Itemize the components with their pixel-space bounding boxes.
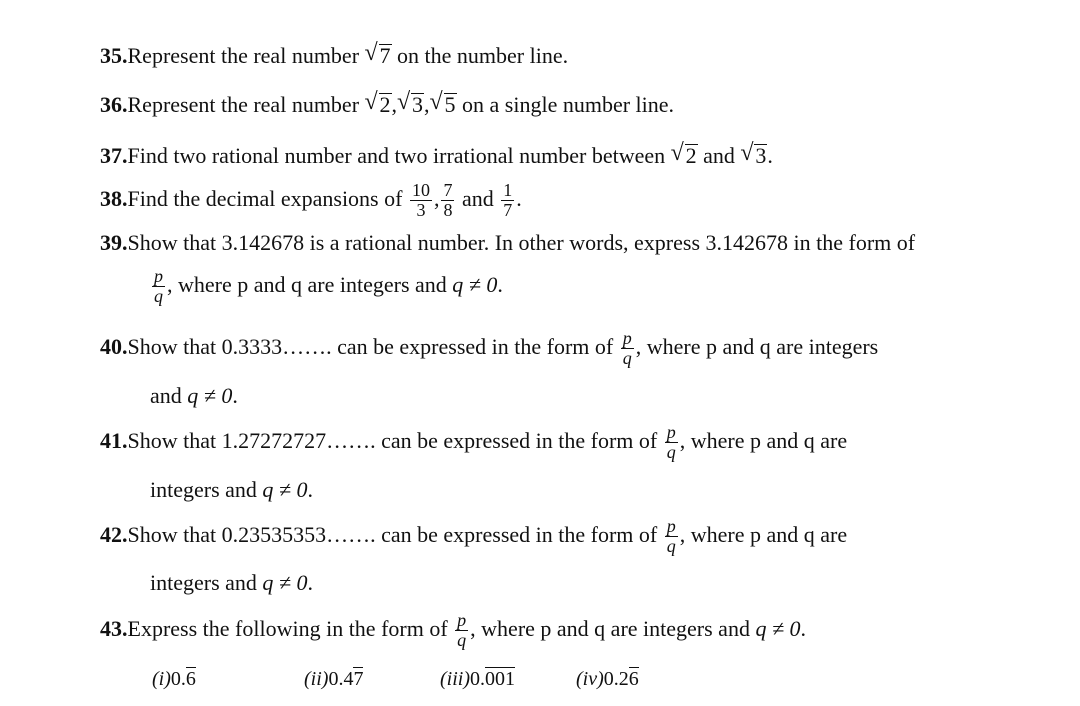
question-text-end: . <box>307 570 313 595</box>
denominator: q <box>154 286 163 307</box>
square-root: √ 2 <box>670 140 697 168</box>
question-number: 37. <box>100 143 128 168</box>
question-text-end: . <box>232 383 238 408</box>
denominator: q <box>457 630 467 651</box>
fraction-p-q <box>665 423 678 462</box>
option-ii <box>304 668 363 691</box>
condition: q ≠ 0 <box>187 383 233 408</box>
condition: q ≠ 0 <box>755 616 801 641</box>
option-base: 0.4 <box>328 668 354 690</box>
question-number: 43. <box>100 616 128 641</box>
question-text-cont: and <box>150 383 188 408</box>
radicand: 5 <box>444 92 456 117</box>
question-number: 40. <box>100 334 128 359</box>
question-text-mid: and <box>456 186 500 211</box>
question-text: Show that 0.3333……. can be expressed in the form of <box>127 334 619 359</box>
question-text: Find the decimal expansions of <box>127 186 408 211</box>
question-43 <box>100 606 806 652</box>
square-root: √ 5 <box>429 89 456 117</box>
question-text: Show that 1.27272727……. can be expressed in the form of <box>127 428 663 453</box>
question-41 <box>100 418 847 464</box>
fraction-1-7 <box>501 181 514 220</box>
option-recurring: 7 <box>353 668 364 690</box>
denominator: q <box>666 536 676 557</box>
numerator: p <box>154 266 163 287</box>
comma: , <box>391 92 398 117</box>
question-39 <box>100 230 915 256</box>
question-text-end: . <box>497 272 503 297</box>
condition: q ≠ 0 <box>452 272 498 297</box>
square-root: √ 7 <box>364 40 391 68</box>
question-37 <box>100 140 773 169</box>
square-root: √ 3 <box>397 89 424 117</box>
denominator: 8 <box>443 200 453 221</box>
question-number: 39. <box>100 230 128 255</box>
denominator: q <box>622 348 632 369</box>
option-base: 0. <box>170 668 186 690</box>
question-number: 41. <box>100 428 128 453</box>
question-text: Find two rational number and two irrational number between <box>127 143 671 168</box>
option-recurring: 6 <box>628 668 639 690</box>
question-text-cont: , where p and q are integers and <box>167 272 453 297</box>
option-recurring: 6 <box>185 668 196 690</box>
question-text-cont: integers and <box>150 477 263 502</box>
question-number: 35. <box>100 43 128 68</box>
question-text-cont: integers and <box>150 570 263 595</box>
question-text-end: . <box>767 143 773 168</box>
option-iii <box>440 668 515 691</box>
question-41-line2 <box>150 477 313 503</box>
option-i <box>152 668 196 691</box>
question-42 <box>100 512 847 558</box>
option-base: 0.2 <box>603 668 629 690</box>
fraction-10-3 <box>410 181 432 220</box>
denominator: q <box>666 442 676 463</box>
radicand: 7 <box>379 43 391 68</box>
radicand: 3 <box>755 143 767 168</box>
condition: q ≠ 0 <box>262 570 308 595</box>
question-text-end: . <box>307 477 313 502</box>
radicand: 2 <box>379 92 391 117</box>
question-42-line2 <box>150 570 313 596</box>
question-text: Express the following in the form of <box>127 616 454 641</box>
question-text-end: , where p and q are <box>679 428 848 453</box>
question-text: Show that 3.142678 is a rational number. In other words, express 3.142678 in the form of <box>127 230 916 255</box>
fraction-p-q <box>152 267 165 306</box>
numerator: 7 <box>443 180 453 201</box>
question-text-end: . <box>516 186 522 211</box>
comma: , <box>424 92 430 117</box>
option-iv <box>576 668 639 691</box>
fraction-p-q <box>455 611 468 650</box>
question-38: 38.Find the decimal expansions of $\frac{10}{3}$ , $\frac{7}{8}$ and $\frac{1}{7}$ . <box>100 180 522 221</box>
numerator: 10 <box>411 180 430 201</box>
question-number: 42. <box>100 522 128 547</box>
option-label: (i) <box>152 668 171 690</box>
question-number: 36. <box>100 92 128 117</box>
option-label: (iv) <box>576 668 604 690</box>
question-40-line2 <box>150 383 238 409</box>
question-text-mid: and <box>697 143 741 168</box>
option-base: 0. <box>470 668 485 690</box>
question-40 <box>100 324 878 370</box>
numerator: p <box>457 610 467 631</box>
numerator: 1 <box>503 180 513 201</box>
question-text-end: , where p and q are integers <box>635 334 879 359</box>
fraction-7-8 <box>441 181 454 220</box>
fraction-p-q <box>665 517 678 556</box>
question-39-line2 <box>150 262 503 308</box>
numerator: p <box>666 516 676 537</box>
question-35 <box>100 40 569 69</box>
question-text-end: on the number line. <box>391 43 569 68</box>
condition: q ≠ 0 <box>262 477 308 502</box>
option-recurring: 001 <box>485 668 515 690</box>
denominator: 3 <box>416 200 426 221</box>
radicand: 2 <box>685 143 697 168</box>
question-text-end: . <box>800 616 807 641</box>
square-root: √ 2 <box>364 89 391 117</box>
option-label: (iii) <box>440 668 470 690</box>
square-root: √ 3 <box>740 140 767 168</box>
fraction-p-q <box>621 329 634 368</box>
question-number: 38. <box>100 186 128 211</box>
question-text-cont: , where p and q are integers and <box>470 616 756 641</box>
denominator: 7 <box>503 200 513 221</box>
question-text: Show that 0.23535353……. can be expressed in the form of <box>127 522 663 547</box>
question-36 <box>100 89 675 118</box>
question-text: Represent the real number <box>127 92 365 117</box>
question-text-end: on a single number line. <box>456 92 675 117</box>
numerator: p <box>666 422 676 443</box>
question-text: Represent the real number <box>127 43 365 68</box>
option-label: (ii) <box>304 668 329 690</box>
radicand: 3 <box>412 92 424 117</box>
question-text-end: , where p and q are <box>679 522 848 547</box>
numerator: p <box>622 328 632 349</box>
